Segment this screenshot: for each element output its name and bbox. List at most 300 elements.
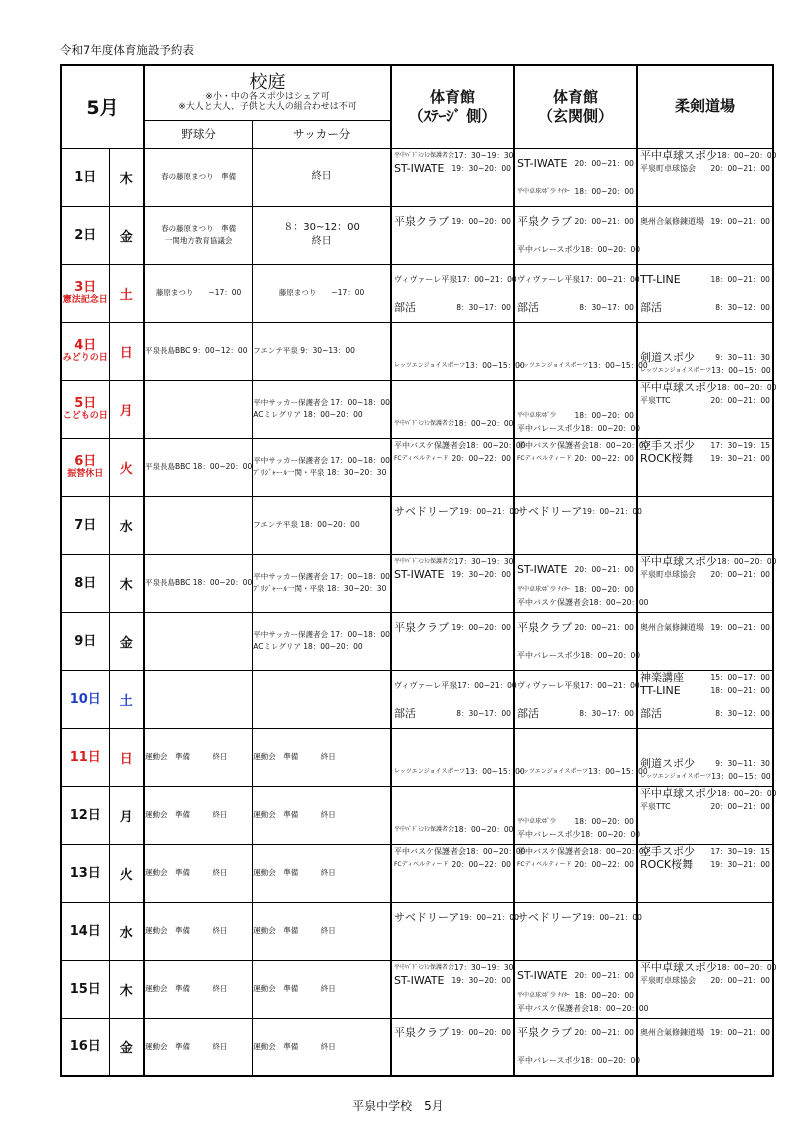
day-row xyxy=(61,728,773,786)
gym-entrance-cell xyxy=(514,902,642,960)
gym-stage-cell xyxy=(391,670,517,728)
gym-entrance-cell-top-slot xyxy=(515,235,641,263)
gym-stage-title: 体育館 xyxy=(429,87,475,106)
gym-stage-cell-top-slot xyxy=(392,177,513,205)
booking-time: 18：00~20：00 xyxy=(453,824,514,834)
booking-name: 平中バスケ保護者会 xyxy=(516,847,589,856)
gym-entrance-cell-bot-slot xyxy=(515,728,636,757)
booking-time: 13：00~15：00 xyxy=(588,360,648,370)
booking-entry xyxy=(515,671,640,699)
judo-hall-cell-bot-slot xyxy=(638,670,772,699)
booking-name: 平泉クラブ xyxy=(516,620,572,634)
day-row xyxy=(61,264,773,322)
gym-entrance-cell-bot-slot xyxy=(515,380,636,409)
booking-time: 18：00~20：00 xyxy=(574,411,634,420)
schoolyard-booking: 終日 xyxy=(311,171,332,182)
booking-time: 18：00~20：00 xyxy=(716,557,777,566)
gym-stage-cell xyxy=(391,612,514,670)
booking-entry xyxy=(392,815,513,843)
gym-stage-cell xyxy=(391,148,514,206)
booking-name: 平中卓球スポ少 xyxy=(639,149,717,162)
gym-entrance-subtitle: （玄関側） xyxy=(537,106,613,125)
holiday-label: 憲法記念日 xyxy=(62,295,108,305)
booking-entry xyxy=(392,613,513,641)
booking-name: サベドリーア xyxy=(516,504,583,518)
gym-entrance-cell-top-slot xyxy=(515,699,636,727)
booking-entry xyxy=(515,149,636,177)
booking-entry xyxy=(638,162,772,175)
baseball-cell xyxy=(144,554,253,612)
booking-entry xyxy=(515,422,641,435)
booking-time: 20：00~21：00 xyxy=(574,1028,634,1038)
booking-time: 18：00~20：00 xyxy=(588,441,649,450)
judo-hall-cell-top-slot xyxy=(638,757,772,785)
day-row xyxy=(61,960,773,1018)
booking-time: 20：00~21：00 xyxy=(710,164,770,173)
day-number xyxy=(61,380,109,438)
booking-entry xyxy=(638,351,772,364)
schoolyard-booking: ﾌﾟﾘｼﾞｬーﾙ一関・平泉 18：30~20：30 xyxy=(253,468,387,477)
schoolyard-booking: 平泉長島BBC 18：00~20：00 xyxy=(145,578,253,587)
booking-time: 13：00~15：00 xyxy=(711,366,771,375)
booking-entry xyxy=(638,1019,772,1047)
gym-stage-cell-bot-slot xyxy=(392,206,513,235)
judo-hall-cell-top-slot xyxy=(638,873,772,901)
booking-time: 17：30~19：15 xyxy=(710,847,770,856)
booking-name: 部活 xyxy=(516,300,539,314)
booking-time: 8：30~17：00 xyxy=(456,302,511,312)
schoolyard-booking: 運動会 準備 終日 xyxy=(253,810,336,819)
booking-name: 平中卓球ｽﾎﾟ少 ﾅｲﾀｰ xyxy=(516,187,570,195)
booking-entry xyxy=(392,452,513,465)
day-row xyxy=(61,902,773,960)
schoolyard-booking: フエンテ平泉 18：00~20：00 xyxy=(253,520,360,529)
booking-entry xyxy=(638,439,772,452)
judo-hall-cell xyxy=(637,844,773,902)
day-row xyxy=(61,786,773,844)
booking-entry xyxy=(638,757,772,770)
booking-entry xyxy=(638,568,772,581)
weekday: 月 xyxy=(109,786,144,844)
booking-time: 18：00~20：00 xyxy=(580,830,641,839)
gym-entrance-cell-top-slot xyxy=(515,1047,641,1075)
booking-name: 平中バスケ保護者会 xyxy=(516,441,589,450)
booking-entry xyxy=(515,1002,649,1015)
judo-hall-cell xyxy=(637,322,773,380)
baseball-cell xyxy=(144,728,253,786)
gym-stage-cell-top-slot xyxy=(392,1047,513,1075)
booking-time: 17：30~19：30 xyxy=(453,557,514,566)
day-label: 11日 xyxy=(69,749,101,765)
gym-entrance-cell-bot-slot xyxy=(515,1018,636,1047)
booking-name: 空手スポ少 xyxy=(639,845,695,858)
booking-name: 平泉クラブ xyxy=(393,620,449,634)
gym-entrance-cell xyxy=(514,264,640,322)
booking-name: 平中ﾊﾞﾄﾞﾐﾝﾄﾝ保護者会 xyxy=(393,419,454,427)
booking-name: サベドリーア xyxy=(393,910,460,924)
booking-time: 17：30~19：15 xyxy=(710,441,770,450)
weekday: 木 xyxy=(109,554,144,612)
booking-entry xyxy=(515,207,636,235)
booking-name: ST-IWATE xyxy=(393,568,445,581)
reservation-table xyxy=(60,64,777,1077)
schoolyard-booking: 平中サッカー保護者会 17：00~18：00 xyxy=(253,398,390,407)
gym-entrance-cell-top-slot xyxy=(515,931,636,959)
booking-entry xyxy=(392,961,513,974)
booking-entry xyxy=(515,596,649,609)
booking-entry xyxy=(515,1047,641,1075)
judo-hall-cell-bot-slot xyxy=(638,438,772,467)
gym-stage-cell-bot-slot xyxy=(392,670,517,699)
day-row xyxy=(61,554,773,612)
judo-hall-cell-bot-slot xyxy=(638,728,772,757)
gym-stage-cell-top-slot xyxy=(392,409,513,437)
booking-name: 平中ﾊﾞﾄﾞﾐﾝﾄﾝ保護者会 xyxy=(393,558,454,565)
baseball-cell xyxy=(144,960,253,1018)
booking-time: 19：30~21：00 xyxy=(710,860,770,869)
day-label: 12日 xyxy=(69,807,101,823)
gym-stage-cell-bot-slot xyxy=(392,148,513,177)
day-number xyxy=(61,960,109,1018)
booking-entry xyxy=(515,757,648,785)
booking-entry xyxy=(638,555,777,568)
day-number xyxy=(61,670,109,728)
schoolyard-booking: 運動会 準備 終日 xyxy=(145,868,228,877)
booking-time: 18：00~20：00 xyxy=(580,1056,641,1066)
booking-time: 20：00~21：00 xyxy=(710,976,770,985)
judo-hall-header: 柔剣道場 xyxy=(637,65,773,148)
booking-name: ROCK桜舞 xyxy=(639,858,694,871)
booking-entry xyxy=(515,989,636,1002)
gym-entrance-cell-top-slot xyxy=(515,525,636,553)
booking-time: 19：00~21：00 xyxy=(459,912,519,922)
gym-entrance-cell-bot-slot xyxy=(515,786,636,815)
schoolyard-note-1: ※小・中の各スポ少はシェア可 xyxy=(205,91,330,102)
judo-hall-cell-top-slot xyxy=(638,699,772,727)
booking-entry xyxy=(392,757,525,785)
gym-stage-cell-bot-slot xyxy=(392,844,526,873)
soccer-cell xyxy=(253,496,391,554)
booking-entry xyxy=(638,961,777,974)
booking-time: 13：00~15：00 xyxy=(711,772,771,781)
booking-time: 18：00~20：00 xyxy=(580,244,641,254)
soccer-cell xyxy=(253,380,391,438)
gym-stage-cell-bot-slot xyxy=(392,786,513,815)
day-number xyxy=(61,322,109,380)
booking-entry xyxy=(515,641,641,669)
schoolyard-booking: 運動会 準備 終日 xyxy=(253,752,336,761)
gym-entrance-cell-top-slot xyxy=(515,641,641,669)
gym-entrance-cell-bot-slot xyxy=(515,960,636,989)
schoolyard-booking: ８：30~12：00 xyxy=(283,222,360,233)
gym-entrance-cell-top-slot xyxy=(515,757,648,785)
soccer-cell xyxy=(253,322,391,380)
booking-time: 18：00~21：00 xyxy=(710,686,770,695)
booking-entry xyxy=(515,583,636,596)
day-number xyxy=(61,844,109,902)
gym-stage-cell-bot-slot xyxy=(392,554,513,583)
booking-entry xyxy=(392,699,513,727)
day-label: 8日 xyxy=(74,575,97,591)
booking-name: ST-IWATE xyxy=(393,162,445,175)
judo-hall-cell-top-slot xyxy=(638,235,772,263)
schoolyard-booking: フエンテ平泉 9：30~13：00 xyxy=(253,346,355,355)
gym-entrance-header xyxy=(514,65,637,148)
judo-hall-cell-bot-slot xyxy=(638,960,777,989)
gym-entrance-cell-top-slot xyxy=(515,409,641,437)
booking-time: 8：30~17：00 xyxy=(456,708,511,718)
booking-time: 19：00~21：00 xyxy=(459,506,519,516)
booking-name: 平泉TTC xyxy=(639,802,671,811)
booking-time: 18：00~20：00 xyxy=(574,585,634,594)
schoolyard-booking: ACミレグリア 18：00~20：00 xyxy=(253,642,363,651)
booking-time: 13：00~15：00 xyxy=(465,766,525,776)
booking-name: 平泉クラブ xyxy=(516,214,572,228)
gym-stage-cell xyxy=(391,322,525,380)
judo-hall-cell-bot-slot xyxy=(638,1018,772,1047)
judo-hall-cell-bot-slot xyxy=(638,148,777,177)
booking-name: 部活 xyxy=(639,300,662,314)
booking-name: ST-IWATE xyxy=(516,968,568,982)
booking-name: 部活 xyxy=(393,706,416,720)
gym-entrance-cell xyxy=(514,554,649,612)
booking-time: 18：00~20：00 xyxy=(574,817,634,826)
soccer-cell xyxy=(253,438,391,496)
day-label: 15日 xyxy=(69,981,101,997)
booking-name: 平中卓球スポ少 xyxy=(639,961,717,974)
gym-entrance-cell-bot-slot xyxy=(515,902,642,931)
booking-name: FCディベルティード xyxy=(516,861,572,868)
booking-time: 19：00~21：00 xyxy=(710,622,770,632)
booking-name: 平泉クラブ xyxy=(516,1026,572,1040)
day-row xyxy=(61,496,773,554)
judo-hall-cell xyxy=(637,264,773,322)
booking-entry xyxy=(515,497,642,525)
booking-name: 平中ﾊﾞﾄﾞﾐﾝﾄﾝ保護者会 xyxy=(393,152,454,159)
booking-name: レッツエンジョイスポーツ xyxy=(639,773,712,780)
weekday: 月 xyxy=(109,380,144,438)
booking-entry xyxy=(638,364,772,377)
booking-name: ヴィヴァーレ平泉 xyxy=(516,680,581,690)
day-row xyxy=(61,438,773,496)
booking-name: TT-LINE xyxy=(639,272,681,286)
booking-entry xyxy=(515,845,649,858)
booking-entry xyxy=(515,858,636,871)
gym-stage-cell-bot-slot xyxy=(392,728,513,757)
gym-stage-cell-bot-slot xyxy=(392,960,513,989)
baseball-cell xyxy=(144,438,253,496)
baseball-subheader: 野球分 xyxy=(144,120,253,148)
gym-entrance-cell xyxy=(514,786,641,844)
day-row xyxy=(61,148,773,206)
booking-name: 剣道スポ少 xyxy=(639,757,695,770)
booking-entry xyxy=(392,409,513,437)
booking-name: 平中ﾊﾞﾄﾞﾐﾝﾄﾝ保護者会 xyxy=(393,964,454,971)
schoolyard-booking: ﾌﾟﾘｼﾞｬーﾙ一関・平泉 18：30~20：30 xyxy=(253,584,387,593)
schoolyard-booking: 終日 xyxy=(311,236,332,247)
booking-time: 17：00~21：00 xyxy=(580,274,640,284)
judo-hall-cell xyxy=(637,612,773,670)
gym-stage-cell xyxy=(391,844,526,902)
judo-hall-cell xyxy=(637,960,777,1018)
booking-name: レッツエンジョイスポーツ xyxy=(516,361,589,369)
judo-hall-cell xyxy=(637,380,777,438)
gym-stage-cell xyxy=(391,960,514,1018)
schoolyard-booking: 藤原まつり ~17：00 xyxy=(278,288,365,297)
day-row xyxy=(61,206,773,264)
day-label: 1日 xyxy=(74,169,97,185)
gym-entrance-cell-bot-slot xyxy=(515,438,649,467)
gym-entrance-cell xyxy=(514,670,640,728)
gym-entrance-cell xyxy=(514,728,648,786)
schoolyard-booking: 運動会 準備 終日 xyxy=(253,926,336,935)
booking-name: 平泉TTC xyxy=(639,396,671,405)
gym-stage-cell-top-slot xyxy=(392,351,525,379)
gym-entrance-cell-bot-slot xyxy=(515,496,642,525)
booking-name: 平中卓球ｽﾎﾟ少 xyxy=(516,412,556,419)
day-number xyxy=(61,902,109,960)
gym-stage-header xyxy=(391,65,514,148)
booking-time: 20：00~22：00 xyxy=(574,860,634,869)
booking-name: TT-LINE xyxy=(639,684,681,697)
booking-time: 19：00~20：00 xyxy=(451,622,511,632)
weekday: 金 xyxy=(109,612,144,670)
baseball-cell xyxy=(144,322,253,380)
day-label: 14日 xyxy=(69,923,101,939)
booking-name: 平中バレースポ少 xyxy=(516,424,581,433)
booking-time: 18：00~20：00 xyxy=(588,847,649,856)
booking-name: ST-IWATE xyxy=(393,974,445,987)
booking-entry xyxy=(515,177,636,205)
booking-name: 平中卓球スポ少 xyxy=(639,381,717,394)
booking-name: レッツエンジョイスポーツ xyxy=(639,367,712,374)
soccer-cell xyxy=(253,148,391,206)
booking-time: 19：00~21：00 xyxy=(582,506,642,516)
gym-stage-cell-top-slot xyxy=(392,525,513,553)
booking-name: 平中バレースポ少 xyxy=(516,830,581,839)
booking-time: 20：00~21：00 xyxy=(710,396,770,405)
judo-hall-cell-bot-slot xyxy=(638,844,772,873)
weekday: 木 xyxy=(109,960,144,1018)
booking-time: 18：00~20：00 xyxy=(580,650,641,660)
booking-entry xyxy=(392,149,513,162)
booking-entry xyxy=(515,439,649,452)
schoolyard-booking: 運動会 準備 終日 xyxy=(253,1041,336,1051)
gym-entrance-cell-bot-slot xyxy=(515,612,636,641)
booking-time: 18：00~20：00 xyxy=(580,424,641,433)
booking-name: 空手スポ少 xyxy=(639,439,695,452)
booking-time: 20：00~21：00 xyxy=(574,216,634,226)
judo-hall-cell xyxy=(637,728,773,786)
day-number xyxy=(61,554,109,612)
booking-name: 平泉クラブ xyxy=(393,214,449,228)
day-number xyxy=(61,206,109,264)
gym-stage-cell xyxy=(391,206,514,264)
weekday: 金 xyxy=(109,1018,144,1076)
gym-stage-cell-top-slot xyxy=(392,931,513,959)
day-label: 4日 xyxy=(74,338,97,353)
booking-time: 18：00~20：00 xyxy=(453,418,514,428)
booking-entry xyxy=(392,671,517,699)
booking-time: 17：00~21：00 xyxy=(580,680,640,690)
judo-hall-cell-top-slot xyxy=(638,583,772,611)
gym-entrance-cell-bot-slot xyxy=(515,844,649,873)
booking-entry xyxy=(515,903,642,931)
booking-time: 18：00~20：00 xyxy=(716,789,777,798)
schoolyard-booking: 藤原まつり ~17：00 xyxy=(155,288,242,297)
judo-hall-cell-top-slot xyxy=(638,177,772,205)
day-number xyxy=(61,786,109,844)
day-row xyxy=(61,670,773,728)
booking-entry xyxy=(392,858,513,871)
booking-time: 18：00~20：00 xyxy=(574,186,634,196)
schoolyard-booking: 平中サッカー保護者会 17：00~18：00 xyxy=(253,456,390,465)
gym-entrance-cell xyxy=(514,148,637,206)
gym-stage-cell xyxy=(391,786,514,844)
booking-name: 奥州合氣修錬道場 xyxy=(639,216,704,226)
gym-stage-cell xyxy=(391,380,514,438)
judo-hall-cell-top-slot xyxy=(638,641,772,669)
day-label: 3日 xyxy=(74,280,97,295)
booking-entry xyxy=(515,452,636,465)
day-row xyxy=(61,612,773,670)
gym-stage-cell xyxy=(391,438,526,496)
booking-name: 平中卓球ｽﾎﾟ少 ﾅｲﾀｰ xyxy=(516,992,570,999)
gym-stage-cell-top-slot xyxy=(392,235,513,263)
booking-entry xyxy=(515,961,636,989)
booking-entry xyxy=(638,800,772,813)
day-label: 2日 xyxy=(74,227,97,243)
booking-time: 19：00~21：00 xyxy=(710,1028,770,1038)
booking-entry xyxy=(638,381,777,394)
gym-entrance-cell-top-slot xyxy=(515,873,636,901)
schoolyard-booking: 運動会 準備 終日 xyxy=(253,984,336,993)
soccer-cell xyxy=(253,554,391,612)
booking-entry xyxy=(638,452,772,465)
day-label: 13日 xyxy=(69,865,101,881)
schoolyard-booking: 運動会 準備 終日 xyxy=(145,984,228,993)
booking-name: サベドリーア xyxy=(516,910,583,924)
schoolyard-booking: 運動会 準備 終日 xyxy=(145,926,228,935)
booking-time: 8：30~17：00 xyxy=(579,302,634,312)
booking-entry xyxy=(392,497,519,525)
baseball-cell xyxy=(144,786,253,844)
booking-name: 平泉町卓球協会 xyxy=(639,570,696,579)
judo-hall-cell-bot-slot xyxy=(638,902,772,931)
schoolyard-booking: 春の藤原まつり 準備 xyxy=(161,224,237,233)
booking-time: 20：00~21：00 xyxy=(574,564,634,574)
gym-stage-cell xyxy=(391,728,525,786)
gym-entrance-cell-bot-slot xyxy=(515,264,640,293)
booking-time: 19：30~21：00 xyxy=(710,454,770,463)
booking-name: 部活 xyxy=(639,706,662,720)
judo-hall-cell-top-slot xyxy=(638,1047,772,1075)
booking-name: ROCK桜舞 xyxy=(639,452,694,465)
booking-name: 平中バレースポ少 xyxy=(516,1056,581,1066)
judo-hall-cell-bot-slot xyxy=(638,264,772,293)
weekday: 水 xyxy=(109,902,144,960)
booking-entry xyxy=(638,787,777,800)
soccer-cell xyxy=(253,902,391,960)
judo-hall-cell xyxy=(637,902,773,960)
booking-entry xyxy=(392,265,517,293)
gym-entrance-cell xyxy=(514,496,642,554)
booking-entry xyxy=(392,845,526,858)
judo-hall-cell-top-slot xyxy=(638,815,772,843)
booking-time: 18：00~20：00 xyxy=(465,847,526,856)
weekday: 火 xyxy=(109,438,144,496)
weekday: 木 xyxy=(109,148,144,206)
